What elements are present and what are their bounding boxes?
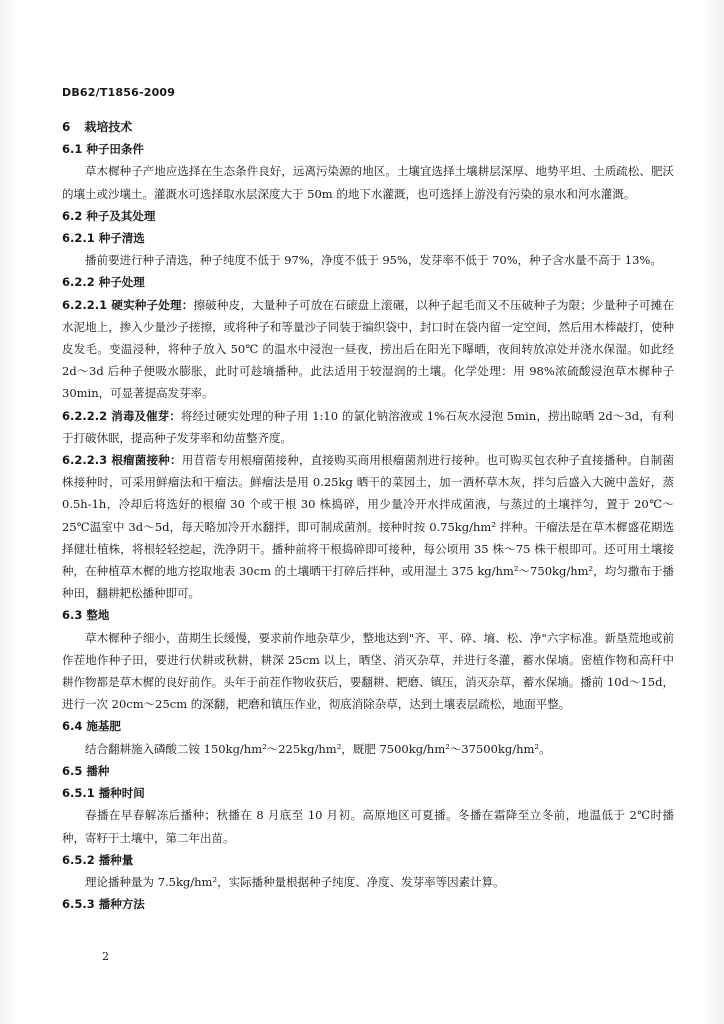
section-title: 施基肥 <box>86 719 121 734</box>
section-number: 6.1 <box>62 142 83 157</box>
section-number: 6 <box>62 120 71 134</box>
section-number: 6.2.2 <box>62 275 95 290</box>
section-number: 6.2.1 <box>62 231 95 246</box>
clause-lead: 6.2.2.3 根瘤菌接种： <box>62 453 182 468</box>
section-number: 6.5 <box>62 763 83 778</box>
paragraph-6-1: 草木樨种子产地应选择在生态条件良好，远离污染源的地区。土壤宜选择土壤耕层深厚、地势平坦、土质疏松、肥沃的壤土或沙壤土。灌溉水可选择取水层深度大于 50m 的地下水灌溉，也可选择上游没有污染的泉水和河水灌溉。 <box>62 164 674 201</box>
section-heading-6-5 <box>62 760 674 782</box>
section-heading-6-2 <box>62 205 674 227</box>
paragraph-6-2-2-3 <box>62 449 674 604</box>
section-heading-6-5-1 <box>62 782 674 804</box>
section-title: 播种 <box>86 763 110 778</box>
section-heading-6 <box>62 116 674 138</box>
page-number: 2 <box>102 950 109 963</box>
section-number: 6.5.2 <box>62 852 95 867</box>
section-heading-6-5-3 <box>62 893 674 915</box>
document-body <box>62 116 674 915</box>
paragraph-6-3: 草木樨种子细小，苗期生长缓慢，要求前作地杂草少，整地达到"齐、平、碎、墒、松、净"六字标准。新垦荒地或前作茬地作种子田，要进行伏耕或秋耕，耕深 25cm 以上，晒垡、消灭杂草，并进行冬灌，蓄水保墒。密植作物和高秆中耕作物都是草木樨的良好前作。头年于前茬作物收获后，要翻耕、耙磨、镇压，消灭杂草，蓄水保墒。播前 10d～15d，进行一次 20cm～25cm 的深翻，耙磨和镇压作业，彻底消除杂草，达到土壤表层疏松，地面平整。 <box>62 630 674 712</box>
document-code: DB62/T1856-2009 <box>62 86 176 99</box>
paragraph-6-4: 结合翻耕施入磷酸二铵 150kg/hm²～225kg/hm²，厩肥 7500kg/hm²～37500kg/hm²。 <box>85 741 551 756</box>
section-title: 栽培技术 <box>84 120 133 134</box>
section-number: 6.5.1 <box>62 786 95 801</box>
section-title: 播种方法 <box>98 897 145 912</box>
section-title: 种子处理 <box>98 275 145 290</box>
paragraph-6-5-2: 理论播种量为 7.5kg/hm²，实际播种量根据种子纯度、净度、发芽率等因素计算。 <box>85 874 505 889</box>
section-number: 6.5.3 <box>62 897 95 912</box>
clause-lead: 6.2.2.2 消毒及催芽： <box>62 408 181 423</box>
section-number: 6.2 <box>62 208 83 223</box>
section-title: 播种量 <box>98 852 134 867</box>
section-title: 种子田条件 <box>86 142 144 157</box>
clause-text: 将经过硬实处理的种子用 1:10 的氯化钠溶液或 1%石灰水浸泡 5min，捞出晾晒 2d～3d，有利于打破休眠，提高种子发芽率和幼苗整齐度。 <box>62 408 674 445</box>
section-title: 种子及其处理 <box>86 208 156 223</box>
paragraph-6-2-2-1 <box>62 294 674 405</box>
paragraph-6-2-2-2 <box>62 405 674 449</box>
section-heading-6-5-2 <box>62 849 674 871</box>
paragraph-6-2-1: 播前要进行种子清选，种子纯度不低于 97%，净度不低于 95%，发芽率不低于 70%，种子含水量不高于 13%。 <box>85 253 662 268</box>
section-heading-6-3 <box>62 604 674 626</box>
section-heading-6-2-1 <box>62 227 674 249</box>
section-heading-6-4 <box>62 715 674 737</box>
clause-text: 擦破种皮，大量种子可放在石磙盘上滚碾，以种子起毛而又不压破种子为限；少量种子可摊在水泥地上，掺入少量沙子搓擦，或将种子和等量沙子同装于编织袋中，封口时在袋内留一定空间，然后用木棒敲打，使种皮发毛。变温浸种，将种子放入 50℃ 的温水中浸泡一昼夜，捞出后在阳光下曝晒，夜间转放凉处并浇水保湿。如此经 2d～3d 后种子便吸水膨胀，此时可趁墒播种。此法适用于较湿润的土壤。化学处理：用 98%浓硫酸浸泡草木樨种子 30min，可显著提高发芽率。 <box>62 297 674 401</box>
section-heading-6-2-2 <box>62 271 674 293</box>
section-title: 播种时间 <box>98 786 145 801</box>
paragraph-6-5-1: 春播在早春解冻后播种；秋播在 8 月底至 10 月初。高原地区可夏播。冬播在霜降至立冬前，地温低于 2℃时播种，寄籽于土壤中，第二年出苗。 <box>62 808 674 845</box>
section-title: 整地 <box>86 608 110 623</box>
clause-lead: 6.2.2.1 硬实种子处理： <box>62 297 194 312</box>
section-title: 种子清选 <box>98 231 145 246</box>
clause-text: 用苜蓿专用根瘤菌接种，直接购买商用根瘤菌剂进行接种。也可购买包衣种子直接播种。自制菌株接种时，可采用鲜瘤法和干瘤法。鲜瘤法是用 0.25kg 晒干的菜园土，加一酒杯草木灰，拌匀后盛入大碗中盖好，蒸 0.5h-1h，冷却后将选好的根瘤 30 个或干根 30 株捣碎，用少量冷开水拌成菌液，与蒸过的土壤拌匀，置于 20℃～25℃温室中 3d～5d，每天略加冷开水翻拌，即可制成菌剂。接种时按 0.75kg/hm² 拌种。干瘤法是在草木樨盛花期选择健壮植株，将根轻轻挖起，洗净阴干。播种前将干根捣碎即可接种，每公顷用 35 株～75 株干根即可。还可用土壤接种，在种植草木樨的地方挖取地表 30cm 的土壤晒干打碎后拌种，或用湿土 375 kg/hm²～750kg/hm²，均匀撒布于播种田，翻耕耙松播种即可。 <box>62 453 674 601</box>
section-heading-6-1 <box>62 138 674 160</box>
section-number: 6.3 <box>62 608 83 623</box>
section-number: 6.4 <box>62 719 83 734</box>
